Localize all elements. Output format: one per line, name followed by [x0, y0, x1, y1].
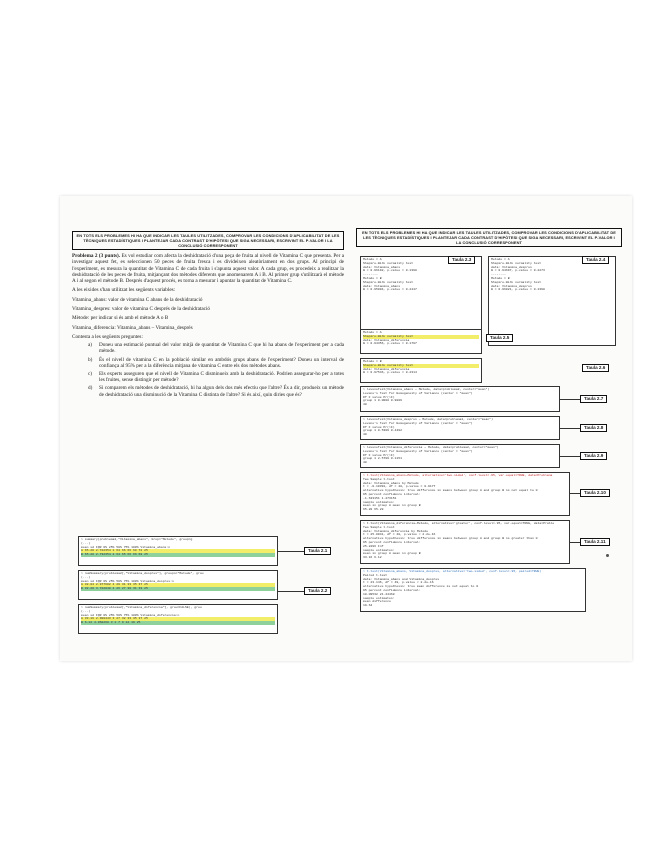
code-line: group 1 2.5799 0.1151 [363, 456, 402, 461]
question-item [72, 342, 344, 354]
ttest-output-box [360, 472, 570, 516]
code-line: B 6.12 4.068268 3 1 7 9 12 19 25 [81, 621, 275, 625]
code-line: data: Vitamina_despres [491, 264, 532, 269]
shapiro-output-box [360, 329, 482, 354]
code-line: Paired t-test [363, 572, 388, 577]
question-label: c) [88, 371, 93, 378]
paired-ttest-output-box [360, 568, 586, 612]
code-line: t = 23.146, df = 49, p-value < 2.2e-16 [363, 580, 434, 585]
code-line: alternative hypothesis: true difference in means between group A and group B is greater than 0 [363, 536, 538, 541]
pointer-line [570, 542, 580, 543]
r-output-box [78, 536, 278, 566]
code-line: 95 percent confidence interval: [363, 539, 421, 544]
code-line: Shapiro-Wilk normality test [491, 279, 542, 284]
code-line: 48 [363, 460, 367, 465]
levene-output-box [360, 386, 560, 412]
question-text: És el nivell de vitamina C en la població similar en ambdós grups abans de l'experiment? Doneu un interval de confiança al 95% per a la diferència mitjana de vitamina C entre els dos mètodes abans. [99, 356, 344, 369]
code-line: mean sd IQR 0% 25% 50% 75% 100% Vitamina_despres:n [81, 578, 174, 583]
code-line: Levene's Test for Homogeneity of Variance (center = "mean") [363, 448, 473, 453]
problem-title: Problema 2 (3 punts). [72, 253, 121, 259]
question-text: Si comparem els mètodes de deshidratació, hi ha algun dels dos més efectiu que l'altre? És a dir, produeix un mètode de deshidratació una disminució de la Vitamina C distinta de l'altre? Si és així, quin diries que és? [99, 385, 344, 398]
code-line: data: Vitamina_abans [363, 283, 401, 288]
code-line: Df F value Pr(>F) [363, 394, 395, 399]
code-line: W = 0.94697, p-value = 0.2273 [491, 268, 545, 273]
code-line: sample estimates: [363, 595, 395, 600]
code-line: > numSummary(problema2[,"Vitamina_diferencia"], grou=FALSE), grou [81, 605, 202, 609]
code-line: W = 0.97546, p-value = 0.2314 [363, 370, 417, 375]
code-line: W = 0.95004, p-value = 0.2447 [363, 287, 417, 292]
code-line: sample estimates: [363, 499, 395, 504]
code-line: Levene's Test for Homogeneity of Variance (center = "mean") [363, 390, 473, 395]
code-line: alternative hypothesis: true difference in means between group A and group B is not equal to 0 [363, 488, 538, 493]
code-line: Shapiro-Wilk normality test [491, 260, 542, 265]
right-page [356, 196, 622, 661]
code-line: > t.test(Vitamina_abans~Metode, alternative='two.sided', conf.level=.95, var.equal=TRUE, data=Problema [363, 473, 553, 477]
left-page [72, 196, 344, 661]
code-line: alternative hypothesis: true mean difference is not equal to 0 [363, 584, 479, 589]
code-line: mean in group A mean in group B [363, 503, 421, 508]
levene-output-box [360, 416, 560, 440]
code-line: Metode = A [363, 257, 382, 261]
code-line: > summary(problema2,"Vitamina_abans", Grup="Metode", group=g [81, 537, 193, 541]
code-line: 48 [363, 402, 367, 407]
code-line: (...) [81, 574, 91, 579]
code-line: mean in group A mean in group B [363, 551, 421, 556]
levene-output-box [360, 444, 560, 468]
variables-intro: A les eixides s'han utilitzat les següents variables: [72, 287, 176, 294]
code-line: Shapiro-Wilk normality test [363, 364, 479, 368]
code-line: 18.09532 21.44468 [363, 591, 395, 596]
code-line: t = 25.0041, df = 48, p-value < 2.2e-16 [363, 532, 436, 537]
table-tag: Taula 2.2 [304, 587, 331, 595]
code-line: Metode = A [491, 257, 510, 261]
code-line: -1.633151 1.473151 [363, 495, 397, 500]
code-line: Two Sample t-test [363, 524, 395, 529]
code-line: mean sd IQR 0% 25% 50% 75% 100% Vitamina_abans:n [81, 544, 171, 549]
table-tag: Taula 2.4 [582, 256, 609, 264]
scan-speck [606, 554, 609, 557]
pointer-line [560, 428, 580, 429]
question-label: a) [88, 342, 93, 349]
code-line: B 65.28 2.732354 2 64 65 66 66 69 25 [81, 553, 275, 557]
pointer-line [570, 493, 580, 494]
code-line: 48 [363, 432, 367, 437]
shapiro-output-box [488, 256, 616, 346]
code-line: Shapiro-Wilk normality test [363, 260, 414, 265]
code-line: > t.test(Vitamina_diferencia~Metode, alternative='greater', conf.level=.95, var.equal=TRUE, data=Proble [363, 521, 555, 525]
code-line: (...) [81, 540, 91, 545]
code-line: A 33.16 2.300443 3 27 32 33 35 37 25 [81, 617, 275, 621]
code-line: 33.16 6.12 [363, 555, 382, 560]
ttest-output-box [360, 520, 570, 564]
code-line: data: Vitamina_abans [363, 264, 401, 269]
question-label: d) [88, 385, 93, 392]
code-line: 19.64 [363, 603, 373, 608]
table-tag: Taula 2.6 [582, 364, 609, 372]
code-line: t = -0.10391, df = 48, p-value = 0.9177 [363, 484, 436, 489]
code-line: Shapiro-Wilk normality test [363, 279, 414, 284]
code-line: Metode = A [363, 330, 382, 334]
code-line: Two Sample t-test [363, 476, 395, 481]
code-line: -------- [363, 272, 378, 277]
pointer-line [560, 456, 580, 457]
code-line: > t.test(Vitamina_abans, Vitamina_despres, alternative='two.sided', conf.level=.95, paired=TRUE) [363, 569, 542, 573]
code-line: Metode = B [363, 275, 382, 280]
code-line: sample estimates: [363, 547, 395, 552]
code-line: -------- [491, 272, 506, 277]
code-line: W = 0.96021, p-value = 0.1398 [491, 287, 545, 292]
code-line: Metode = B [363, 359, 382, 363]
instructions-banner: EN TOTS ELS PROBLEMES HI HA QUE INDICAR LES TAULES UTILITZADES, COMPROVAR LES CONDICIONS D'APLICABILITAT DE LES TÈCNIQUES ESTADÍSTIQUES I PLANTEJAR CADA CONTRAST D'HIPÒTESI QUE SIGA NECESSARI, ESCRIVINT EL P-VALOR I LA CONCLUSIÓ CORRESPONENT [356, 228, 622, 247]
variable-def: Vitamina_abans: valor de vitamina C abans de la deshidratació [72, 296, 203, 303]
code-line: group 1 0.0008 0.9809 [363, 398, 402, 403]
pointer-line [278, 591, 304, 592]
pointer-line [560, 399, 580, 400]
variable-def: Vitamina_despres: valor de vitamina C després de la deshidratació [72, 306, 210, 313]
code-line: mean sd IQR 0% 25% 50% 75% 100% Vitamina_diferencia:n [81, 612, 180, 617]
code-line: Shapiro-Wilk normality test [363, 335, 479, 339]
code-line: > leveneTest(Vitamina_diferencia ~ Metode, data=problema2, center="mean") [363, 445, 499, 449]
question-item [72, 385, 344, 397]
question-item [72, 371, 344, 383]
code-line: data: Vitamina_diferencia [363, 337, 410, 342]
code-line: data: Vitamina_diferencia by Metode [363, 528, 428, 533]
variable-def: Vitamina_diferencia: Vitamina_abans – Vitamina_després [72, 324, 193, 331]
code-line: Levene's Test for Homogeneity of Variance (center = "mean") [363, 420, 473, 425]
code-line: data: Vitamina_abans by Metode [363, 480, 419, 485]
r-output-box [78, 570, 278, 600]
code-line: B 32.20 3.722848 4 26 27 30 31 33 25 [81, 587, 275, 591]
code-line: data: Vitamina_despres [491, 283, 532, 288]
code-line: > leveneTest(Vitamina_despres ~ Metode, data=problema2, center="mean") [363, 417, 493, 421]
table-tag: Taula 2.5 [486, 334, 513, 342]
table-tag: Taula 2.8 [580, 424, 607, 432]
code-line: Df F value Pr(>F) [363, 452, 395, 457]
code-line: data: Vitamina_abans and Vitamina_despres [363, 576, 440, 581]
code-line: Df F value Pr(>F) [363, 424, 395, 429]
problem-statement [72, 253, 344, 284]
question-label: b) [88, 356, 93, 363]
question-text: Doneu una estimació puntual del valor mitjà de quantitat de Vitamina C que hi ha abans de l'experiment per a cada mètode. [99, 342, 344, 355]
code-line: A 65.20 2.722354 1 64 66 66 68 72 25 [81, 549, 275, 553]
code-line: > leveneTest(Vitamina_abans ~ Metode, data=problema2, center="mean") [363, 387, 490, 391]
problem-text: Es vol estudiar com afecta la deshidratació d'una peça de fruita al nivell de Vitamina C que presenta. Per a investigar aquest fet, es seleccionen 50 peces de fruita fresca i es divideixen aleatòriament en dos grups. Al principi de l'experiment, es mesura la quantitat de Vitamina C de cada fruita i s'apunta aquest valor. A cada grup, es procedeix a realitzar la deshidratació de les peces de fruita, mitjançant dos mètodes diferents que anomenarem A i B. Al primer grup s'utilitzarà el mètode A i al segon el mètode B. Després d'aquest procés, es torna a mesurar i apuntar la quantitat de Vitamina C. [72, 253, 344, 285]
code-line: W = 0.96192, p-value = 0.1398 [363, 268, 417, 273]
question-text: Els experts asseguren que el nivell de Vitamina C disminueix amb la deshidratació. Podrien assegurar-ho per a totes les fruites, sense distingir per mètode? [99, 371, 344, 384]
code-line: 95 percent confidence interval: [363, 587, 421, 592]
table-tag: Taula 2.7 [580, 395, 607, 403]
r-output-box [78, 604, 278, 634]
shapiro-output-box [360, 358, 482, 383]
code-line: Metode = B [491, 275, 510, 280]
questions-intro: Contesta a les següents preguntes: [72, 333, 143, 340]
code-line: 65.20 65.28 [363, 507, 384, 512]
question-item [72, 357, 344, 369]
table-tag: Taula 2.11 [580, 538, 610, 546]
code-line: data: Vitamina_diferencia [363, 366, 410, 371]
code-line: A 32.04 2.977602 4 29 31 33 35 37 25 [81, 583, 275, 587]
table-tag: Taula 2.1 [304, 547, 331, 555]
table-tag: Taula 2.9 [580, 452, 607, 460]
code-line: group 1 0.5309 0.4492 [363, 428, 402, 433]
variable-def: Mètode: per indicar si és amb el mètode A o B [72, 315, 169, 322]
code-line: 95 percent confidence interval: [363, 491, 421, 496]
code-line: (...) [81, 608, 91, 613]
scanned-exam-sheet [60, 196, 632, 661]
code-line: mean difference [363, 599, 391, 604]
code-line: > numSummary(problema2[,"Vitamina_despres"], groups="Metode", grou [81, 571, 204, 575]
pointer-line [278, 551, 304, 552]
code-line: W = 0.94356, p-value = 0.1797 [363, 341, 417, 346]
code-line: 25.2296 Inf [363, 543, 384, 548]
table-tag: Taula 2.10 [580, 489, 610, 497]
table-tag: Taula 2.3 [448, 256, 475, 264]
instructions-banner: EN TOTS ELS PROBLEMES HI HA QUE INDICAR LES TAULES UTILITZADES, COMPROVAR LES CONDICIONS D'APLICABILITAT DE LES TÈCNIQUES ESTADÍSTIQUES I PLANTEJAR CADA CONTRAST D'HIPÒTESI QUE SIGA NECESSARI, ESCRIVINT EL P-VALOR I LA CONCLUSIÓ CORRESPONENT [72, 231, 344, 250]
